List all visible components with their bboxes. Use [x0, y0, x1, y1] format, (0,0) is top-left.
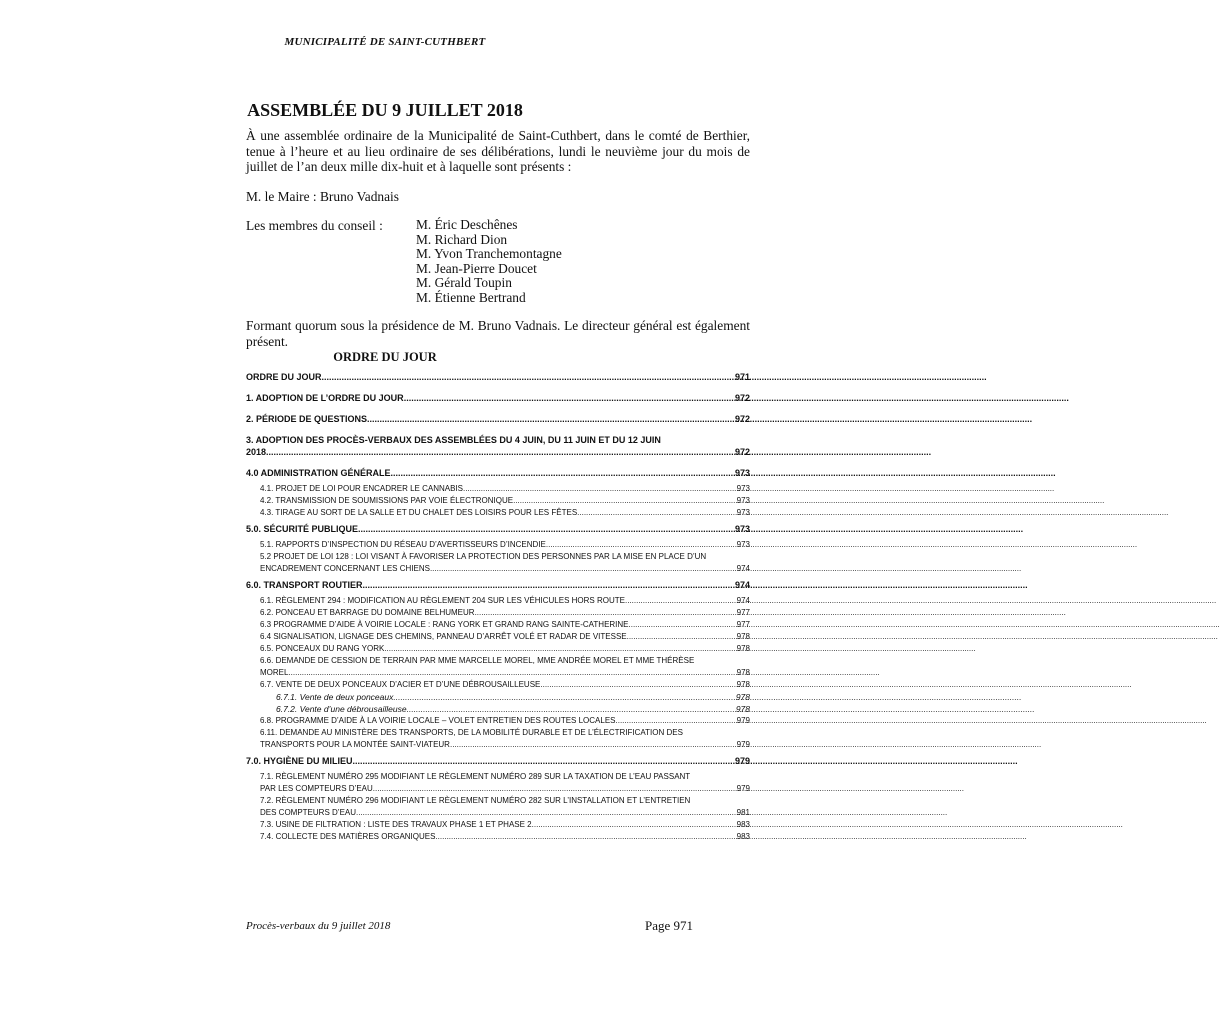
toc-entry-text: 4.3. TIRAGE AU SORT DE LA SALLE ET DU CHALET DES LOISIRS POUR LES FÊTES [260, 508, 578, 517]
toc-entry-6-1[interactable] [246, 595, 750, 607]
toc-page-number: 972 [734, 414, 750, 424]
members-label: Les membres du conseil : [246, 218, 383, 233]
toc-page-number: 983 [736, 832, 750, 841]
toc-entry-4-2[interactable] [246, 495, 750, 507]
toc-leader [363, 579, 734, 591]
member-item: M. Gérald Toupin [416, 275, 512, 291]
toc-entry-text: TRANSPORTS POUR LA MONTÉE SAINT-VIATEUR [260, 740, 450, 749]
toc-leader [393, 691, 734, 703]
toc-entry-7-2[interactable] [246, 795, 750, 819]
toc-page-number: 979 [736, 784, 750, 793]
toc-leader [404, 392, 734, 404]
toc-page-number: 973 [736, 484, 750, 493]
toc-page-number: 978 [736, 680, 750, 689]
member-item: M. Étienne Bertrand [416, 289, 526, 305]
toc-leader [391, 467, 734, 479]
quorum-paragraph: Formant quorum sous la présidence de M. Bruno Vadnais. Le directeur général est également présent. [246, 318, 750, 349]
toc-page-number: 983 [736, 820, 750, 829]
toc-entry-text: 6.7.1. Vente de deux ponceaux [276, 692, 394, 702]
mayor-line: M. le Maire : Bruno Vadnais [246, 189, 399, 204]
toc-leader [266, 446, 734, 458]
toc-entry-text: 4.2. TRANSMISSION DE SOUMISSIONS PAR VOIE ÉLECTRONIQUE [260, 496, 514, 505]
toc-entry-7-1[interactable] [246, 771, 750, 795]
toc-entry-text: ORDRE DU JOUR [246, 372, 322, 382]
toc-entry-6[interactable] [246, 579, 750, 591]
toc-page-number: 977 [736, 620, 750, 629]
toc-leader [407, 703, 735, 715]
toc-leader [358, 523, 734, 535]
toc-leader [435, 831, 735, 843]
toc-page-number: 973 [734, 524, 750, 534]
toc-leader [430, 563, 736, 575]
toc-leader [629, 619, 736, 631]
toc-leader [450, 739, 736, 751]
toc-entry-5[interactable] [246, 523, 750, 535]
toc-entry-text: 6.7. VENTE DE DEUX PONCEAUX D’ACIER ET D’UNE DÉBROUSAILLEUSE [260, 680, 541, 689]
toc-entry-text: DES COMPTEURS D’EAU [260, 808, 357, 817]
toc-entry-text: 3. ADOPTION DES PROCÈS-VERBAUX DES ASSEMBLÉES DU 4 JUIN, DU 11 JUIN ET DU 12 JUIN [246, 435, 661, 445]
toc-entry-text: 2. PÉRIODE DE QUESTIONS [246, 414, 368, 424]
toc-entry-text: 6.2. PONCEAU ET BARRAGE DU DOMAINE BELHUMEUR [260, 608, 475, 617]
toc-page-number: 979 [734, 756, 750, 766]
toc-entry-2[interactable] [246, 413, 750, 425]
toc-entry-7-4[interactable] [246, 831, 750, 843]
toc-leader [288, 667, 735, 679]
toc-page-number: 973 [736, 496, 750, 505]
toc-entry-1[interactable] [246, 392, 750, 404]
member-item: M. Jean-Pierre Doucet [416, 260, 537, 276]
toc-entry-6-7[interactable] [246, 679, 750, 691]
toc-page-number: 978 [735, 704, 750, 714]
toc-leader [356, 807, 736, 819]
toc-leader [532, 819, 736, 831]
toc-entry-6-7-1[interactable] [246, 691, 750, 703]
toc-entry-5-1[interactable] [246, 539, 750, 551]
toc-entry-text: MOREL [260, 668, 289, 677]
toc-entry-7-3[interactable] [246, 819, 750, 831]
toc-page-number: 973 [736, 540, 750, 549]
toc-entry-6-6[interactable] [246, 655, 750, 679]
toc-entry-text: 6.11. DEMANDE AU MINISTÈRE DES TRANSPORTS, DE LA MOBILITÉ DURABLE ET DE L’ÉLECTRIFICATION DES [260, 728, 683, 737]
toc-entry-4-1[interactable] [246, 483, 750, 495]
toc-leader [322, 371, 734, 383]
toc-leader [627, 631, 736, 643]
toc-entry-text: 7.4. COLLECTE DES MATIÈRES ORGANIQUES [260, 832, 436, 841]
toc-entry-4-3[interactable] [246, 507, 750, 519]
toc-page-number: 977 [736, 608, 750, 617]
toc-entry-6-3[interactable] [246, 619, 750, 631]
toc-leader [625, 595, 736, 607]
toc-page-number: 974 [736, 596, 750, 605]
table-of-contents [246, 371, 750, 843]
toc-page-number: 973 [734, 468, 750, 478]
toc-leader [513, 495, 736, 507]
toc-leader [353, 755, 734, 767]
toc-page-number: 971 [734, 372, 750, 382]
toc-entry-text: 5.1. RAPPORTS D’INSPECTION DU RÉSEAU D’AVERTISSEURS D’INCENDIE [260, 540, 546, 549]
toc-entry-text: 2018 [246, 447, 267, 457]
toc-page-number: 972 [734, 447, 750, 457]
toc-entry-text: 6.5. PONCEAUX DU RANG YORK [260, 644, 385, 653]
footer-title: Procès-verbaux du 9 juillet 2018 [246, 920, 391, 932]
toc-entry-text: 7.2. RÈGLEMENT NUMÉRO 296 MODIFIANT LE RÈGLEMENT NUMÉRO 282 SUR L’INSTALLATION ET L’ENTRETIEN [260, 796, 691, 805]
toc-page-number: 972 [734, 393, 750, 403]
member-item: M. Yvon Tranchemontagne [416, 246, 562, 262]
toc-entry-6-7-2[interactable] [246, 703, 750, 715]
toc-page-number: 978 [736, 644, 750, 653]
toc-page-number: 979 [736, 716, 750, 725]
toc-page-number: 979 [736, 740, 750, 749]
member-item: M. Éric Deschênes [416, 217, 518, 232]
toc-entry-text: 1. ADOPTION DE L’ORDRE DU JOUR [246, 393, 404, 403]
toc-leader [463, 483, 736, 495]
toc-entry-text: PAR LES COMPTEURS D’EAU [260, 784, 373, 793]
toc-leader [475, 607, 736, 619]
toc-entry-6-5[interactable] [246, 643, 750, 655]
toc-entry-5-2[interactable] [246, 551, 750, 575]
toc-entry-text: 6.0. TRANSPORT ROUTIER [246, 580, 363, 590]
page-header: MUNICIPALITÉ DE SAINT-CUTHBERT [284, 36, 486, 48]
toc-page-number: 974 [734, 580, 750, 590]
intro-paragraph: À une assemblée ordinaire de la Municipalité de Saint-Cuthbert, dans le comté de Berthier, tenue à l’heure et au lieu ordinaire de ses délibérations, lundi le neuvième jour du mois de juillet de l’an deux mille dix-huit et à laquelle sont présents : [246, 128, 750, 174]
toc-entry-text: 5.0. SÉCURITÉ PUBLIQUE [246, 524, 359, 534]
toc-page-number: 978 [735, 692, 750, 702]
toc-entry-7[interactable] [246, 755, 750, 767]
toc-entry-text: 6.1. RÈGLEMENT 294 : MODIFICATION AU RÈGLEMENT 204 SUR LES VÉHICULES HORS ROUTE [260, 596, 625, 605]
toc-entry-text: 6.3 PROGRAMME D’AIDE À VOIRIE LOCALE : RANG YORK ET GRAND RANG SAINTE-CATHERINE [260, 620, 629, 629]
toc-leader [384, 643, 735, 655]
toc-entry-6-4[interactable] [246, 631, 750, 643]
toc-entry-4[interactable] [246, 467, 750, 479]
toc-leader [373, 783, 736, 795]
member-item: M. Richard Dion [416, 231, 508, 247]
page-title: ASSEMBLÉE DU 9 JUILLET 2018 [247, 100, 523, 120]
toc-leader [367, 413, 734, 425]
toc-entry-text: 7.3. USINE DE FILTRATION : LISTE DES TRAVAUX PHASE 1 ET PHASE 2 [260, 820, 532, 829]
toc-page-number: 978 [736, 632, 750, 641]
toc-leader [616, 715, 736, 727]
footer-page-number: Page 971 [645, 918, 694, 933]
toc-entry-text: 6.4 SIGNALISATION, LIGNAGE DES CHEMINS, PANNEAU D’ARRÊT VOLÉ ET RADAR DE VITESSE [260, 632, 627, 641]
toc-entry-3[interactable] [246, 434, 750, 458]
toc-leader [540, 679, 735, 691]
agenda-heading: ORDRE DU JOUR [333, 350, 437, 364]
toc-entry-6-2[interactable] [246, 607, 750, 619]
toc-entry-text: 7.0. HYGIÈNE DU MILIEU [246, 756, 353, 766]
toc-page-number: 973 [736, 508, 750, 517]
toc-page-number: 981 [736, 808, 750, 817]
toc-leader [546, 539, 736, 551]
toc-entry-text: 7.1. RÈGLEMENT NUMÉRO 295 MODIFIANT LE RÈGLEMENT NUMÉRO 289 SUR LA TAXATION DE L’EAU PASSANT [260, 772, 691, 781]
toc-page-number: 978 [736, 668, 750, 677]
members-list [416, 218, 562, 306]
toc-entry-text: 6.6. DEMANDE DE CESSION DE TERRAIN PAR MME MARCELLE MOREL, MME ANDRÉE MOREL ET MME THÉRÈSE [260, 656, 695, 665]
toc-entry-6-8[interactable] [246, 715, 750, 727]
toc-entry-agenda[interactable] [246, 371, 750, 383]
toc-entry-text: 6.7.2. Vente d’une débrousailleuse [276, 704, 407, 714]
toc-entry-text: 5.2 PROJET DE LOI 128 : LOI VISANT À FAVORISER LA PROTECTION DES PERSONNES PAR LA MISE EN PLACE D’UN [260, 552, 707, 561]
toc-leader [577, 507, 735, 519]
toc-entry-text: ENCADREMENT CONCERNANT LES CHIENS [260, 564, 430, 573]
toc-page-number: 974 [736, 564, 750, 573]
toc-entry-text: 4.0 ADMINISTRATION GÉNÉRALE [246, 468, 391, 478]
toc-entry-text: 6.8. PROGRAMME D’AIDE À LA VOIRIE LOCALE – VOLET ENTRETIEN DES ROUTES LOCALES [260, 716, 616, 725]
toc-entry-text: 4.1. PROJET DE LOI POUR ENCADRER LE CANNABIS [260, 484, 464, 493]
toc-entry-6-11[interactable] [246, 727, 750, 751]
